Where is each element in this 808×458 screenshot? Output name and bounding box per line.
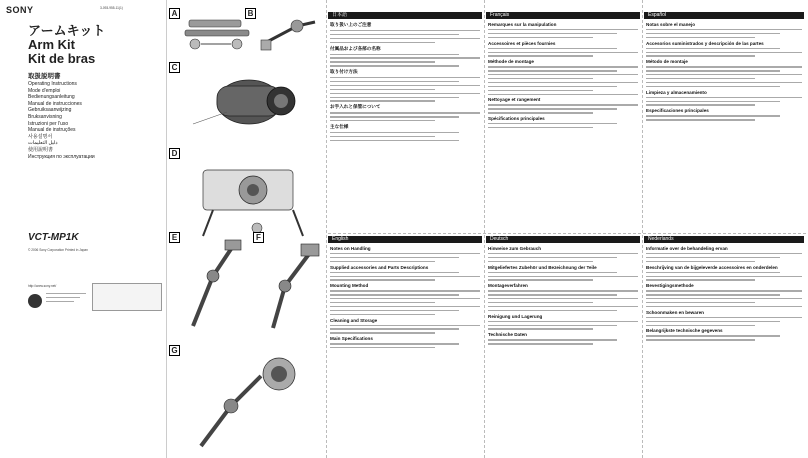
de-section-mounting: Montageverfahren — [488, 283, 528, 289]
fr-section-parts: Accessoires et pièces fournies — [488, 40, 556, 46]
fold-line-3 — [642, 0, 643, 458]
en-section-specs: Main Specifications — [330, 336, 373, 342]
ja-section-mounting: 取り付け方法 — [330, 69, 358, 75]
fr-section-specs: Spécifications principales — [488, 116, 545, 122]
lang-ar: دليل التعليمات — [28, 140, 58, 147]
nl-section-parts: Beschrijving van de bijgeleverde accessoires en onderdelen — [646, 264, 778, 270]
lang-ko: 사용설명서 — [28, 133, 53, 140]
lang-pt: Manual de instruções — [28, 127, 76, 134]
lang-ru: Инструкция по эксплуатации — [28, 153, 95, 160]
de-section-handling: Hinweise zum Gebrauch — [488, 246, 542, 251]
fold-line-2 — [484, 0, 485, 458]
french-text — [488, 22, 638, 232]
fold-line-horizontal — [328, 233, 806, 234]
es-section-handling: Notas sobre el manejo — [646, 22, 696, 27]
product-title — [28, 24, 105, 66]
ja-section-specs: 主な仕様 — [330, 124, 349, 130]
lang-fr: Mode d'emploi — [28, 87, 61, 94]
lang-nl: Gebruiksaanwijzing — [28, 107, 72, 114]
brand-logo: SONY — [6, 5, 34, 15]
figure-g-light — [181, 346, 325, 454]
ja-section-handling: 取り扱い上のご注意 — [330, 22, 372, 27]
header-english: English — [328, 236, 482, 243]
website: http://www.sony.net/ — [28, 284, 57, 288]
en-section-parts: Supplied accessories and Parts Descriptions — [330, 264, 429, 270]
lang-de: Bedienungsanleitung — [28, 94, 75, 101]
es-section-cleaning: Limpieza y almacenamiento — [646, 89, 707, 95]
figure-label-g: G — [169, 345, 180, 356]
cover-panel — [0, 0, 165, 458]
title-en: Arm Kit — [28, 37, 75, 52]
ja-section-cleaning: お手入れと保管について — [330, 104, 381, 110]
nl-section-cleaning: Schoonmaken en bewaren — [646, 309, 704, 315]
lang-it: Istruzioni per l'uso — [28, 120, 69, 127]
fr-section-handling: Remarques sur la manipulation — [488, 22, 557, 27]
nl-section-handling: Informatie over de behandeling ervan — [646, 246, 728, 251]
es-section-specs: Especificaciones principales — [646, 108, 709, 114]
model-number: VCT-MP1K — [28, 232, 79, 243]
title-ja: アームキット — [28, 23, 106, 38]
figure-label-c: C — [169, 62, 180, 73]
fr-section-mounting: Méthode de montage — [488, 59, 534, 65]
header-french: Français — [486, 12, 640, 19]
figure-e-arm — [183, 236, 249, 336]
figure-label-d: D — [169, 148, 180, 159]
lang-sv: Bruksanvisning — [28, 113, 62, 120]
recycle-logo — [28, 294, 42, 308]
de-section-cleaning: Reinigung und Lagerung — [488, 313, 543, 319]
fr-section-cleaning: Nettoyage et rangement — [488, 97, 541, 103]
header-dutch: Nederlands — [644, 236, 804, 243]
fold-line-1 — [326, 0, 327, 458]
figure-a-arm-kit — [181, 14, 253, 56]
spanish-text — [646, 22, 802, 232]
de-section-parts: Mitgeliefertes Zubehör und Bezeichnung der Teile — [488, 264, 597, 270]
es-section-mounting: Método de montaje — [646, 59, 688, 65]
recycle-note — [46, 293, 86, 305]
dutch-text — [646, 246, 802, 454]
header-spanish: Español — [644, 12, 804, 19]
ja-section-parts: 付属品および各部の名称 — [330, 45, 381, 51]
en-section-mounting: Mounting Method — [330, 283, 369, 289]
lang-ja: 取扱説明書 — [28, 73, 61, 80]
es-section-parts: Accesorios suministrados y descripción de las partes — [646, 40, 764, 46]
figure-label-e: E — [169, 232, 180, 243]
japanese-text — [330, 22, 480, 232]
copyright: © 2006 Sony Corporation Printed in Japan — [28, 248, 88, 252]
en-section-handling: Notes on Handling — [330, 246, 371, 251]
figure-label-f: F — [253, 232, 264, 243]
lang-zh: 使用說明書 — [28, 146, 54, 153]
de-section-specs: Technische Daten — [488, 332, 527, 338]
notice-box — [92, 283, 162, 311]
figure-f-adjust — [263, 236, 323, 336]
english-text — [330, 246, 480, 454]
figure-label-a: A — [169, 8, 180, 19]
figure-column — [166, 0, 327, 458]
part-number: 3-093-955-11(1) — [100, 6, 123, 10]
figure-b-clamp — [257, 14, 323, 56]
header-japanese: 日本語 — [328, 12, 482, 19]
header-german: Deutsch — [486, 236, 640, 243]
german-text — [488, 246, 638, 454]
figure-label-b: B — [245, 8, 256, 19]
nl-section-mounting: Bevestigingsmethode — [646, 283, 694, 289]
title-fr: Kit de bras — [28, 51, 96, 66]
lang-en: Operating Instructions — [28, 81, 77, 87]
language-list — [28, 72, 95, 160]
nl-section-specs: Belangrijkste technische gegevens — [646, 328, 723, 334]
lang-es: Manual de instrucciones — [28, 100, 82, 107]
en-section-cleaning: Cleaning and Storage — [330, 317, 378, 323]
figure-c-adaptor — [187, 64, 317, 140]
